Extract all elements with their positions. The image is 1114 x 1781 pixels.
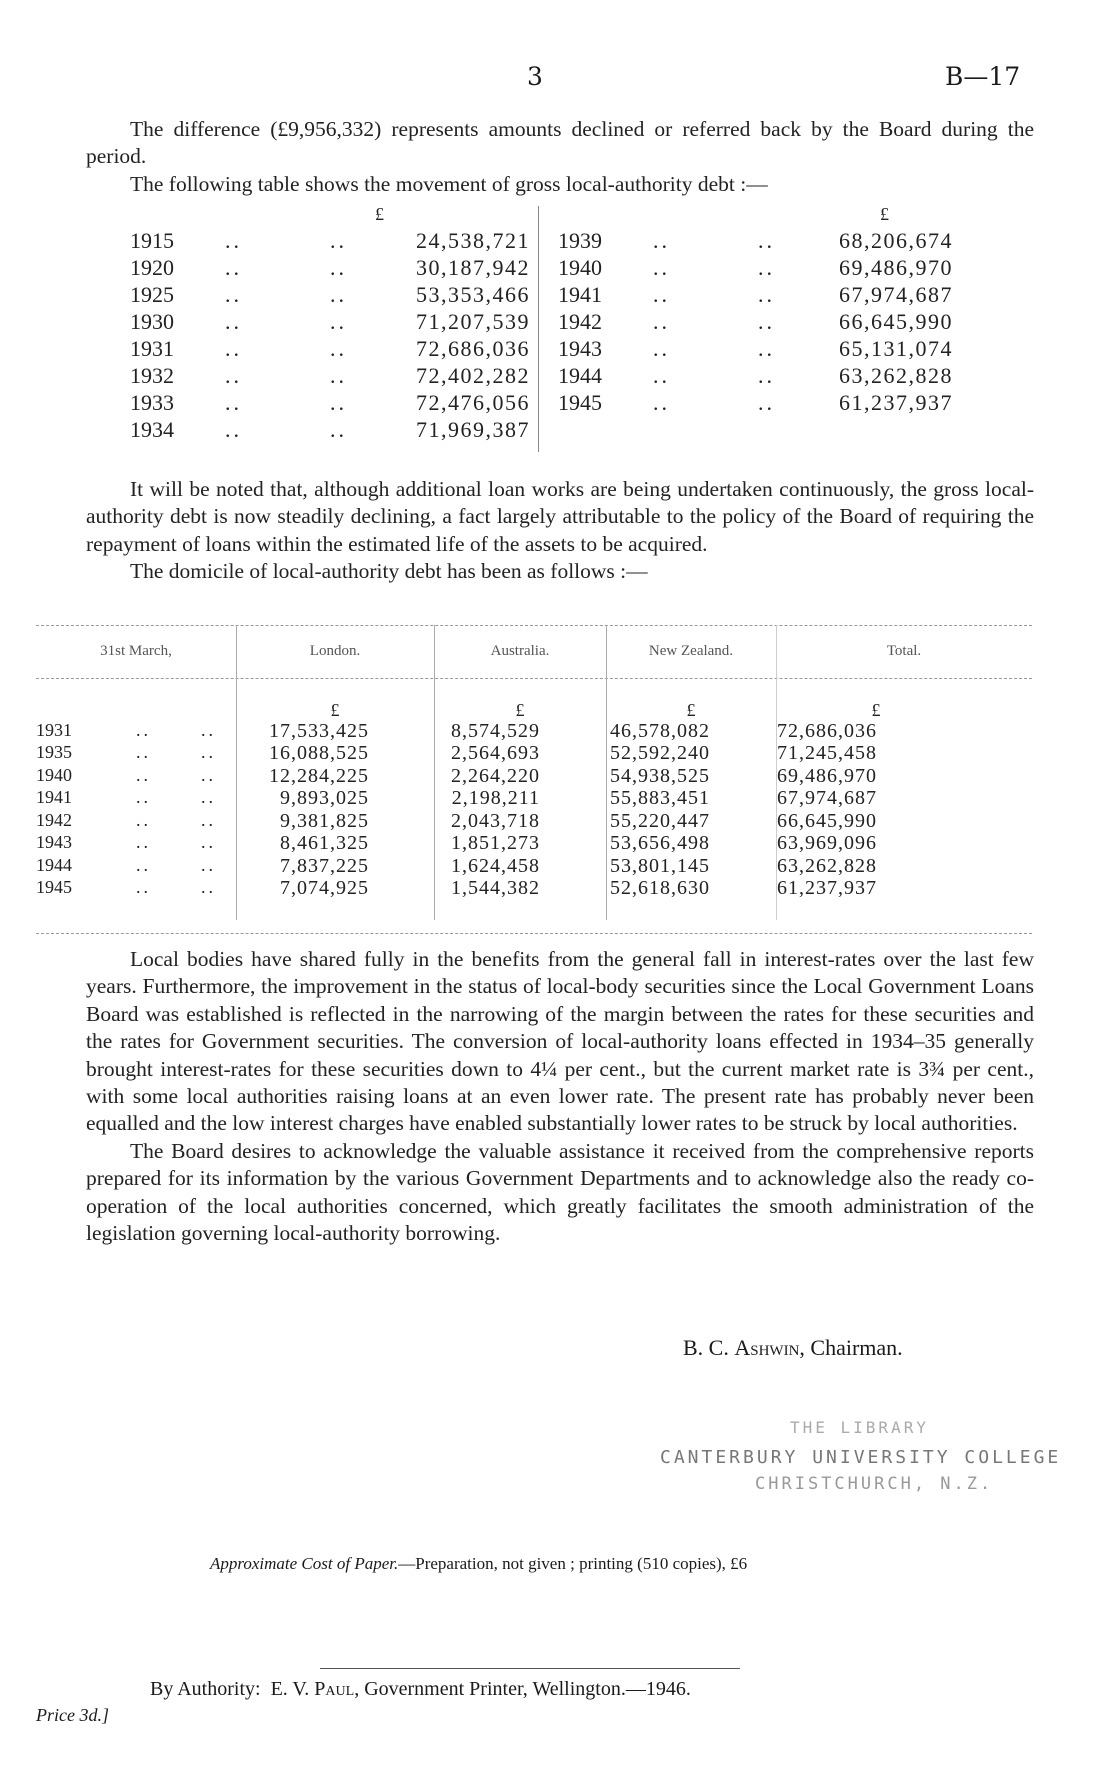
intro-paragraph-table-lead: The following table shows the movement of gross local-authority debt :— — [130, 171, 768, 196]
library-stamp-line-2: CANTERBURY UNIVERSITY COLLEGE — [660, 1447, 1062, 1468]
table-row: 1915 .. .. 24,538,721 — [130, 228, 530, 253]
table-top-rule — [36, 625, 1032, 626]
closing-text — [86, 946, 1034, 1247]
column-divider — [236, 625, 237, 920]
imprint-rule — [320, 1668, 740, 1669]
library-stamp-line-3: CHRISTCHURCH, N.Z. — [755, 1474, 994, 1494]
table-row: 1933 .. .. 72,476,056 — [130, 390, 530, 415]
currency-london: £ — [330, 700, 340, 720]
table-row: 1942 .. .. 66,645,990 — [558, 309, 953, 334]
table-row: 1920 .. .. 30,187,942 — [130, 255, 530, 280]
middle-text — [86, 476, 1034, 586]
currency-header-left: £ — [375, 204, 384, 224]
currency-new-zealand: £ — [686, 700, 696, 720]
table-bottom-rule — [36, 933, 1032, 934]
header-date: 31st March, — [100, 643, 172, 659]
table-row: 1939 .. .. 68,206,674 — [558, 228, 953, 253]
column-divider — [538, 206, 539, 452]
acknowledgement-paragraph: The Board desires to acknowledge the valuable assistance it received from the comprehensive reports prepared for its information by the various Government Departments and to acknowledge also the ready co-operation of the local authorities concerned, which greatly facilitates the smooth administration of the legislation governing local-authority borrowing. — [86, 1138, 1034, 1246]
currency-australia: £ — [515, 700, 525, 720]
cost-note-label: Approximate Cost of Paper. — [210, 1554, 399, 1573]
interest-rates-paragraph: Local bodies have shared fully in the benefits from the general fall in interest-rates over the last few years. Furthermore, the improvement in the status of local-body securities since the Local Government Loans Board was established is reflected in the narrowing of the margin between the rates for these securities and the rates for Government securities. The conversion of local-authority loans effected in 1934–35 generally brought interest-rates for these securities down to 4¼ per cent., but the current market rate is 3¾ per cent., with some local authorities raising loans at an even lower rate. The present rate has probably never been equalled and the low interest charges have enabled substantially lower rates to be struck by local authorities. — [86, 947, 1034, 1136]
printer-imprint: By Authority: E. V. Paul, Government Printer, Wellington.—1946. — [150, 1678, 691, 1700]
table-row: 1945 .. .. 61,237,937 — [558, 390, 953, 415]
debt-decline-paragraph: It will be noted that, although additional loan works are being undertaken continuously, the gross local-authority debt is now steadily declining, a fact largely attributable to the policy of the Board of requiring the repayment of loans within the estimated life of the assets to be acquired. — [86, 477, 1034, 556]
table-row: 1930 .. .. 71,207,539 — [130, 309, 530, 334]
table-row: 1941 .. .. 67,974,687 — [558, 282, 953, 307]
currency-total: £ — [871, 700, 881, 720]
domicile-table: 31st March, London. Australia. New Zealand. Total. £ £ £ £ 1931 .. .. 17,533,425 8,574,529 46,578,082 72,686,036 1935 .. .. 16,088,525 2,564,693 52,592,240 71,245,458 1940 .. .. 12,284,225 2,264,220 54,938,525 69,486,970 1941 .. .. 9,893,025 2,198,211 55,883,451 67,974,687 1942 .. .. 9,381,825 2,043,718 55,220,447 66,645,990 1943 .. .. 8,461,325 1,851,273 53,656,498 63,969,096 1944 .. .. 7,837,225 1,624,458 53,801,145 63,262,828 1945 .. .. 7,074,925 1,544,382 52,618,630 61,237,937 — [36, 625, 1032, 935]
table-row: 1934 .. .. 71,969,387 — [130, 417, 530, 442]
table-row: 1944 .. .. 63,262,828 — [558, 363, 953, 388]
currency-header-right: £ — [880, 204, 889, 224]
column-divider — [606, 625, 607, 920]
price-note: Price 3d.] — [36, 1705, 109, 1725]
table-header-rule — [36, 678, 1032, 679]
table-row: 1932 .. .. 72,402,282 — [130, 363, 530, 388]
table-row: 1940 .. .. 69,486,970 — [558, 255, 953, 280]
intro-paragraph-difference: The difference (£9,956,332) represents amounts declined or referred back by the Board during the period. — [86, 117, 1034, 169]
column-divider — [434, 625, 435, 920]
table-row: 1943 .. .. 65,131,074 — [558, 336, 953, 361]
page-number: 3 — [527, 62, 543, 91]
header-total: Total. — [886, 643, 922, 659]
intro-text — [86, 116, 1034, 198]
signature: B. C. Ashwin, Chairman. — [683, 1335, 903, 1360]
domicile-lead-paragraph: The domicile of local-authority debt has been as follows :— — [130, 559, 648, 584]
document-id: B—17 — [945, 62, 1021, 91]
cost-note: Approximate Cost of Paper.—Preparation, not given ; printing (510 copies), £6 — [210, 1554, 748, 1573]
header-london: London. — [309, 643, 361, 659]
table-row: 1925 .. .. 53,353,466 — [130, 282, 530, 307]
header-new-zealand: New Zealand. — [648, 643, 734, 659]
header-australia: Australia. — [490, 643, 550, 659]
signatory-name: Ashwin — [734, 1335, 800, 1360]
library-stamp-line-1: THE LIBRARY — [790, 1418, 929, 1437]
table-row: 1931 .. .. 72,686,036 — [130, 336, 530, 361]
